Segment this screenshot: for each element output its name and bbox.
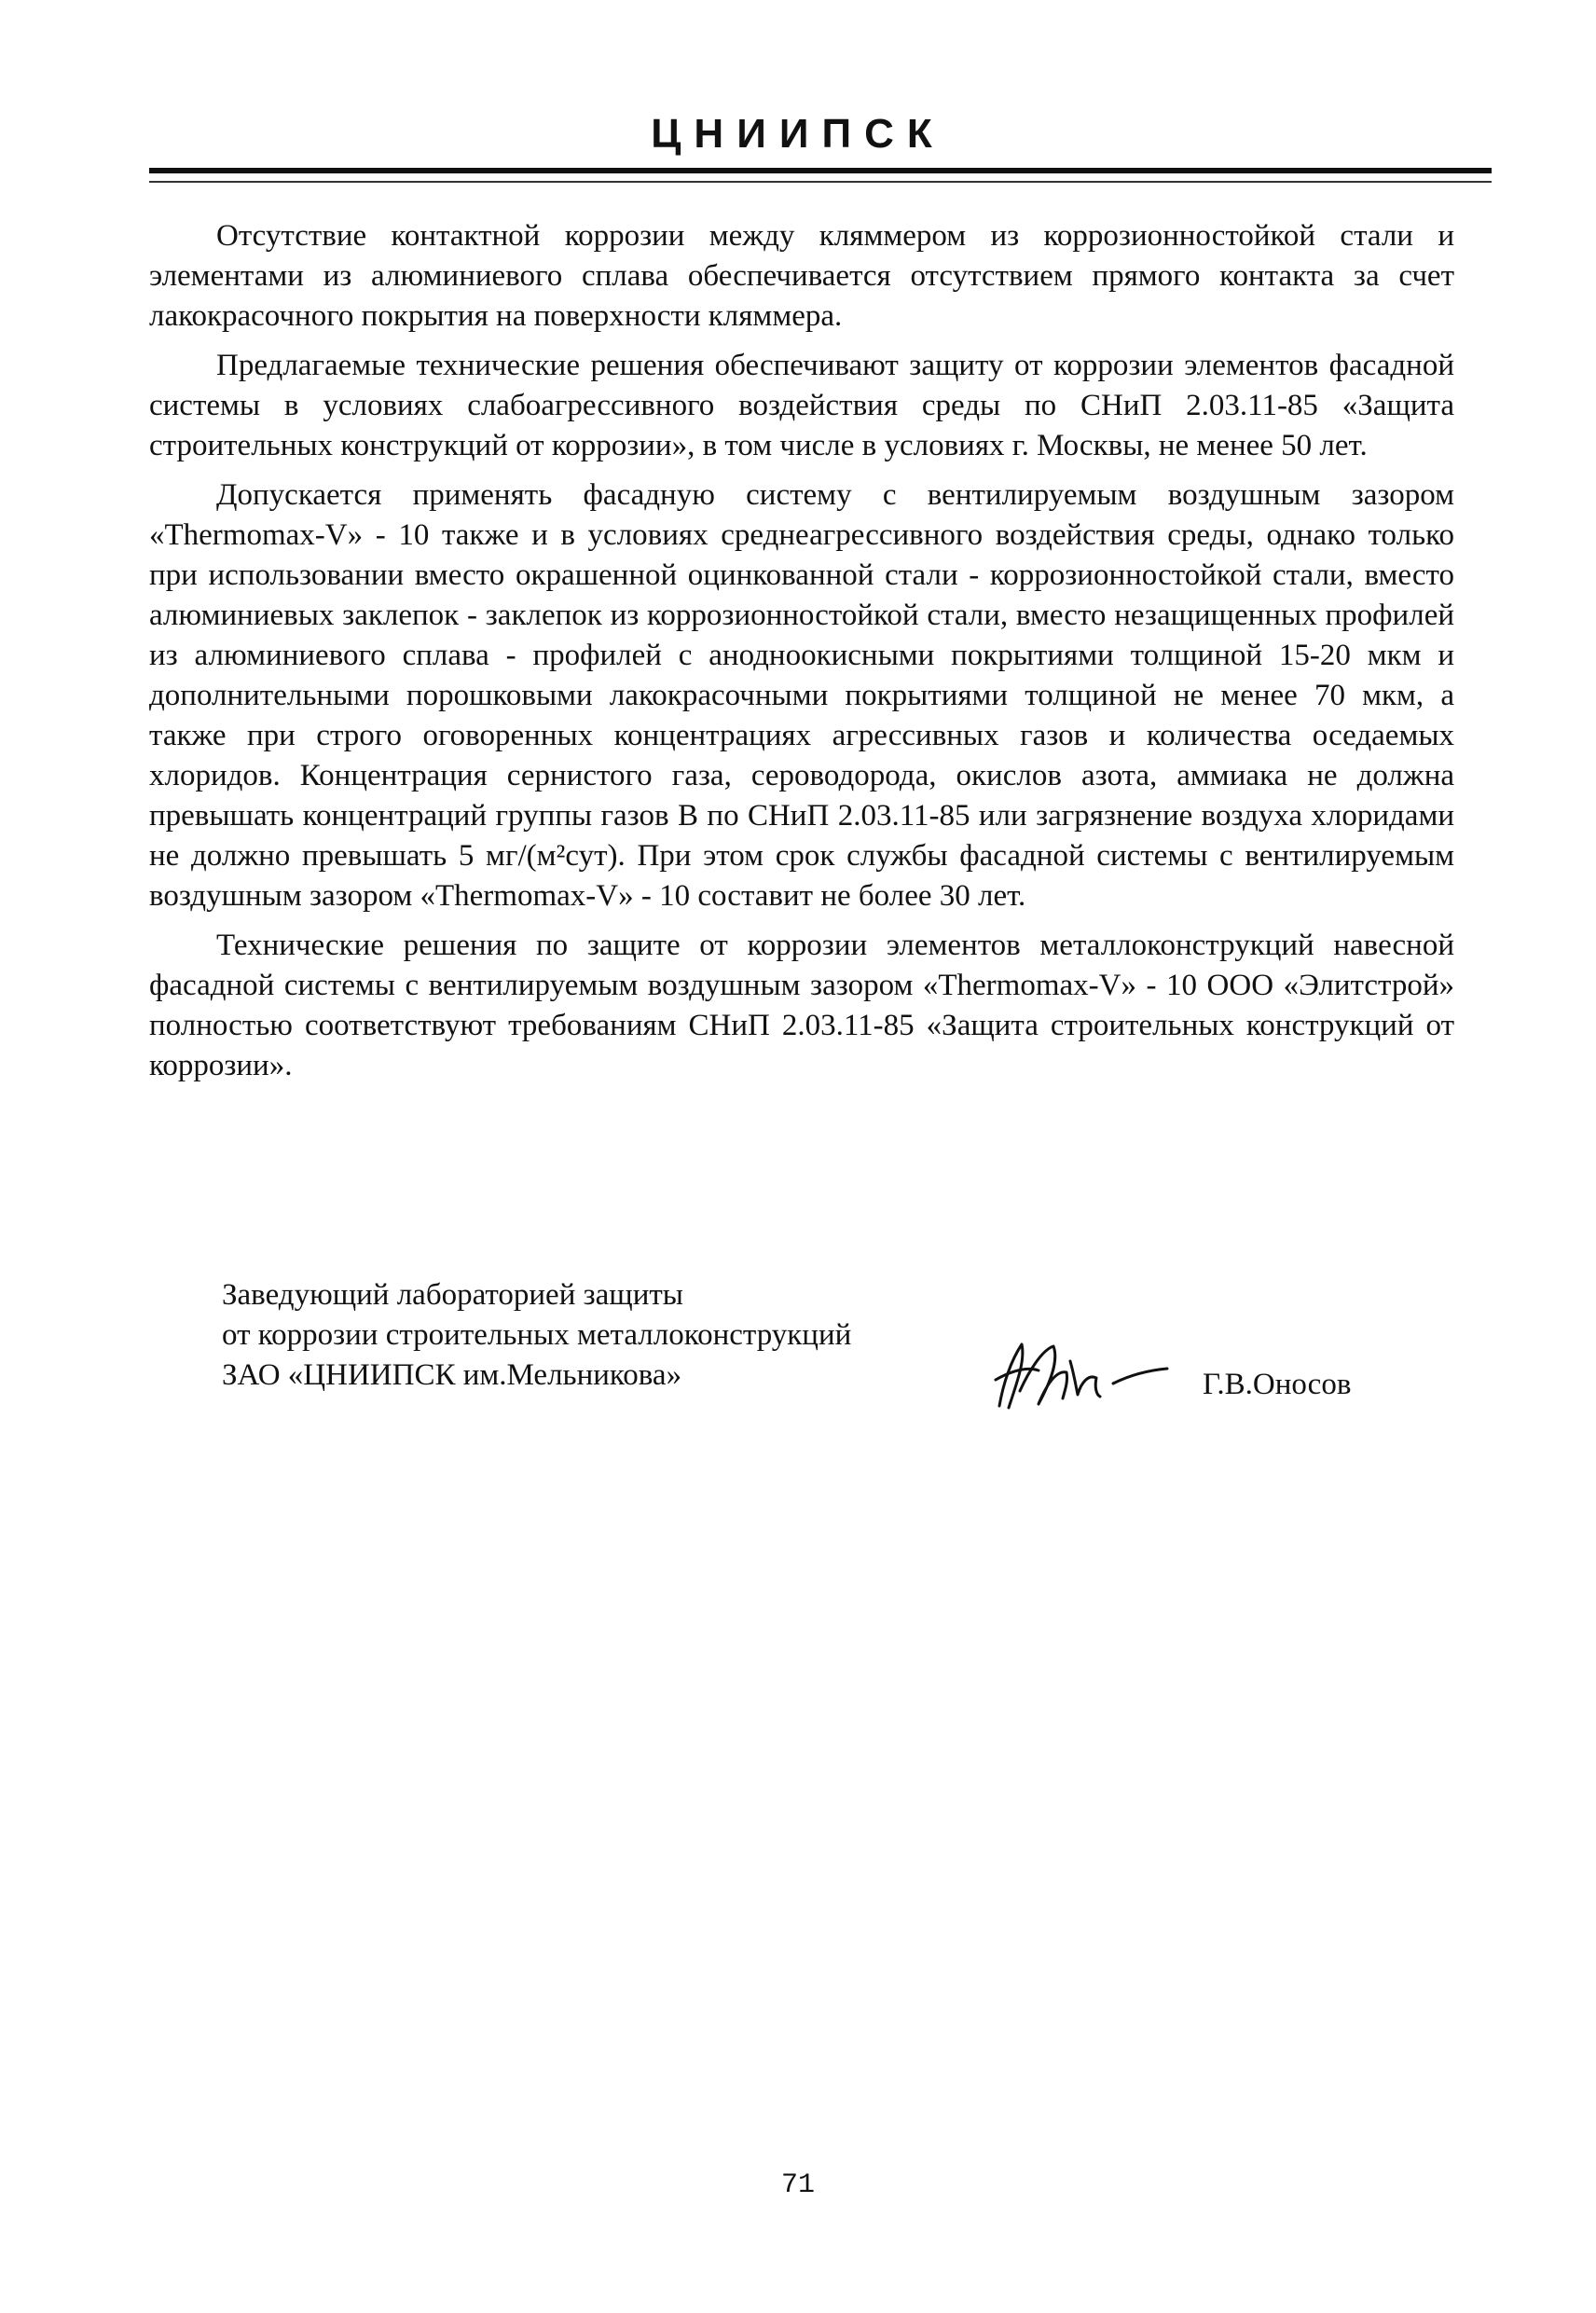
body-text bbox=[149, 216, 1454, 1095]
paragraph-contact-corrosion: Отсутствие контактной коррозии между кляммером из коррозионностойкой стали и элементами из алюминиевого сплава обеспечивается отсутствием прямого контакта за счет лакокрасочного покрытия на поверхности кляммера. bbox=[149, 219, 1454, 333]
signer-title-line-2: от коррозии строительных металлоконструкций bbox=[222, 1318, 852, 1352]
paragraph-compliance: Технические решения по защите от коррозии элементов металлоконструкций навесной фасадной системы с вентилируемым воздушным зазором «Thermomax-V» - 10 ООО «Элитстрой» полностью соответствуют требованиям СНиП 2.03.11-85 «Защита строительных конструкций от коррозии». bbox=[149, 929, 1454, 1082]
signer-organization: ЗАО «ЦНИИПСК им.Мельникова» bbox=[222, 1358, 682, 1392]
page-header-title: ЦНИИПСК bbox=[651, 111, 945, 157]
signer-title-line-1: Заведующий лабораторией защиты bbox=[222, 1278, 683, 1312]
signer-name: Г.В.Оносов bbox=[1203, 1368, 1352, 1401]
paragraph-protection-50-years: Предлагаемые технические решения обеспечивают защиту от коррозии элементов фасадной системы в условиях слабоагрессивного воздействия среды по СНиП 2.03.11-85 «Защита строительных конструкций от коррозии», в том числе в условиях г. Москвы, не менее 50 лет. bbox=[149, 349, 1454, 462]
page-number: 71 bbox=[780, 2169, 815, 2201]
signature-block bbox=[222, 1275, 851, 1396]
paragraph-medium-aggressive: Допускается применять фасадную систему с вентилируемым воздушным зазором «Thermomax-V» - 10 также и в условиях среднеагрессивного воздействия среды, однако только при использовании вместо окрашенной оцинкованной стали - коррозионностойкой стали, вместо алюминиевых заклепок - заклепок из коррозионностойкой стали, вместо незащищенных профилей из алюминиевого сплава - профилей с анодноокисными покрытиями толщиной 15-20 мкм и дополнительными порошковыми лакокрасочными покрытиями толщиной не менее 70 мкм, а также при строго оговоренных концентрациях агрессивных газов и количества оседаемых хлоридов. Концентрация сернистого газа, сероводорода, окислов азота, аммиака не должна превышать концентраций группы газов В по СНиП 2.03.11-85 или загрязнение воздуха хлоридами не должно превышать 5 мг/(м²сут). При этом срок службы фасадной системы с вентилируемым воздушным зазором «Thermomax-V» - 10 составит не более 30 лет. bbox=[149, 478, 1454, 913]
header-rule-thin bbox=[149, 181, 1492, 183]
header-rule-thick bbox=[149, 168, 1492, 173]
handwritten-signature bbox=[988, 1333, 1175, 1417]
